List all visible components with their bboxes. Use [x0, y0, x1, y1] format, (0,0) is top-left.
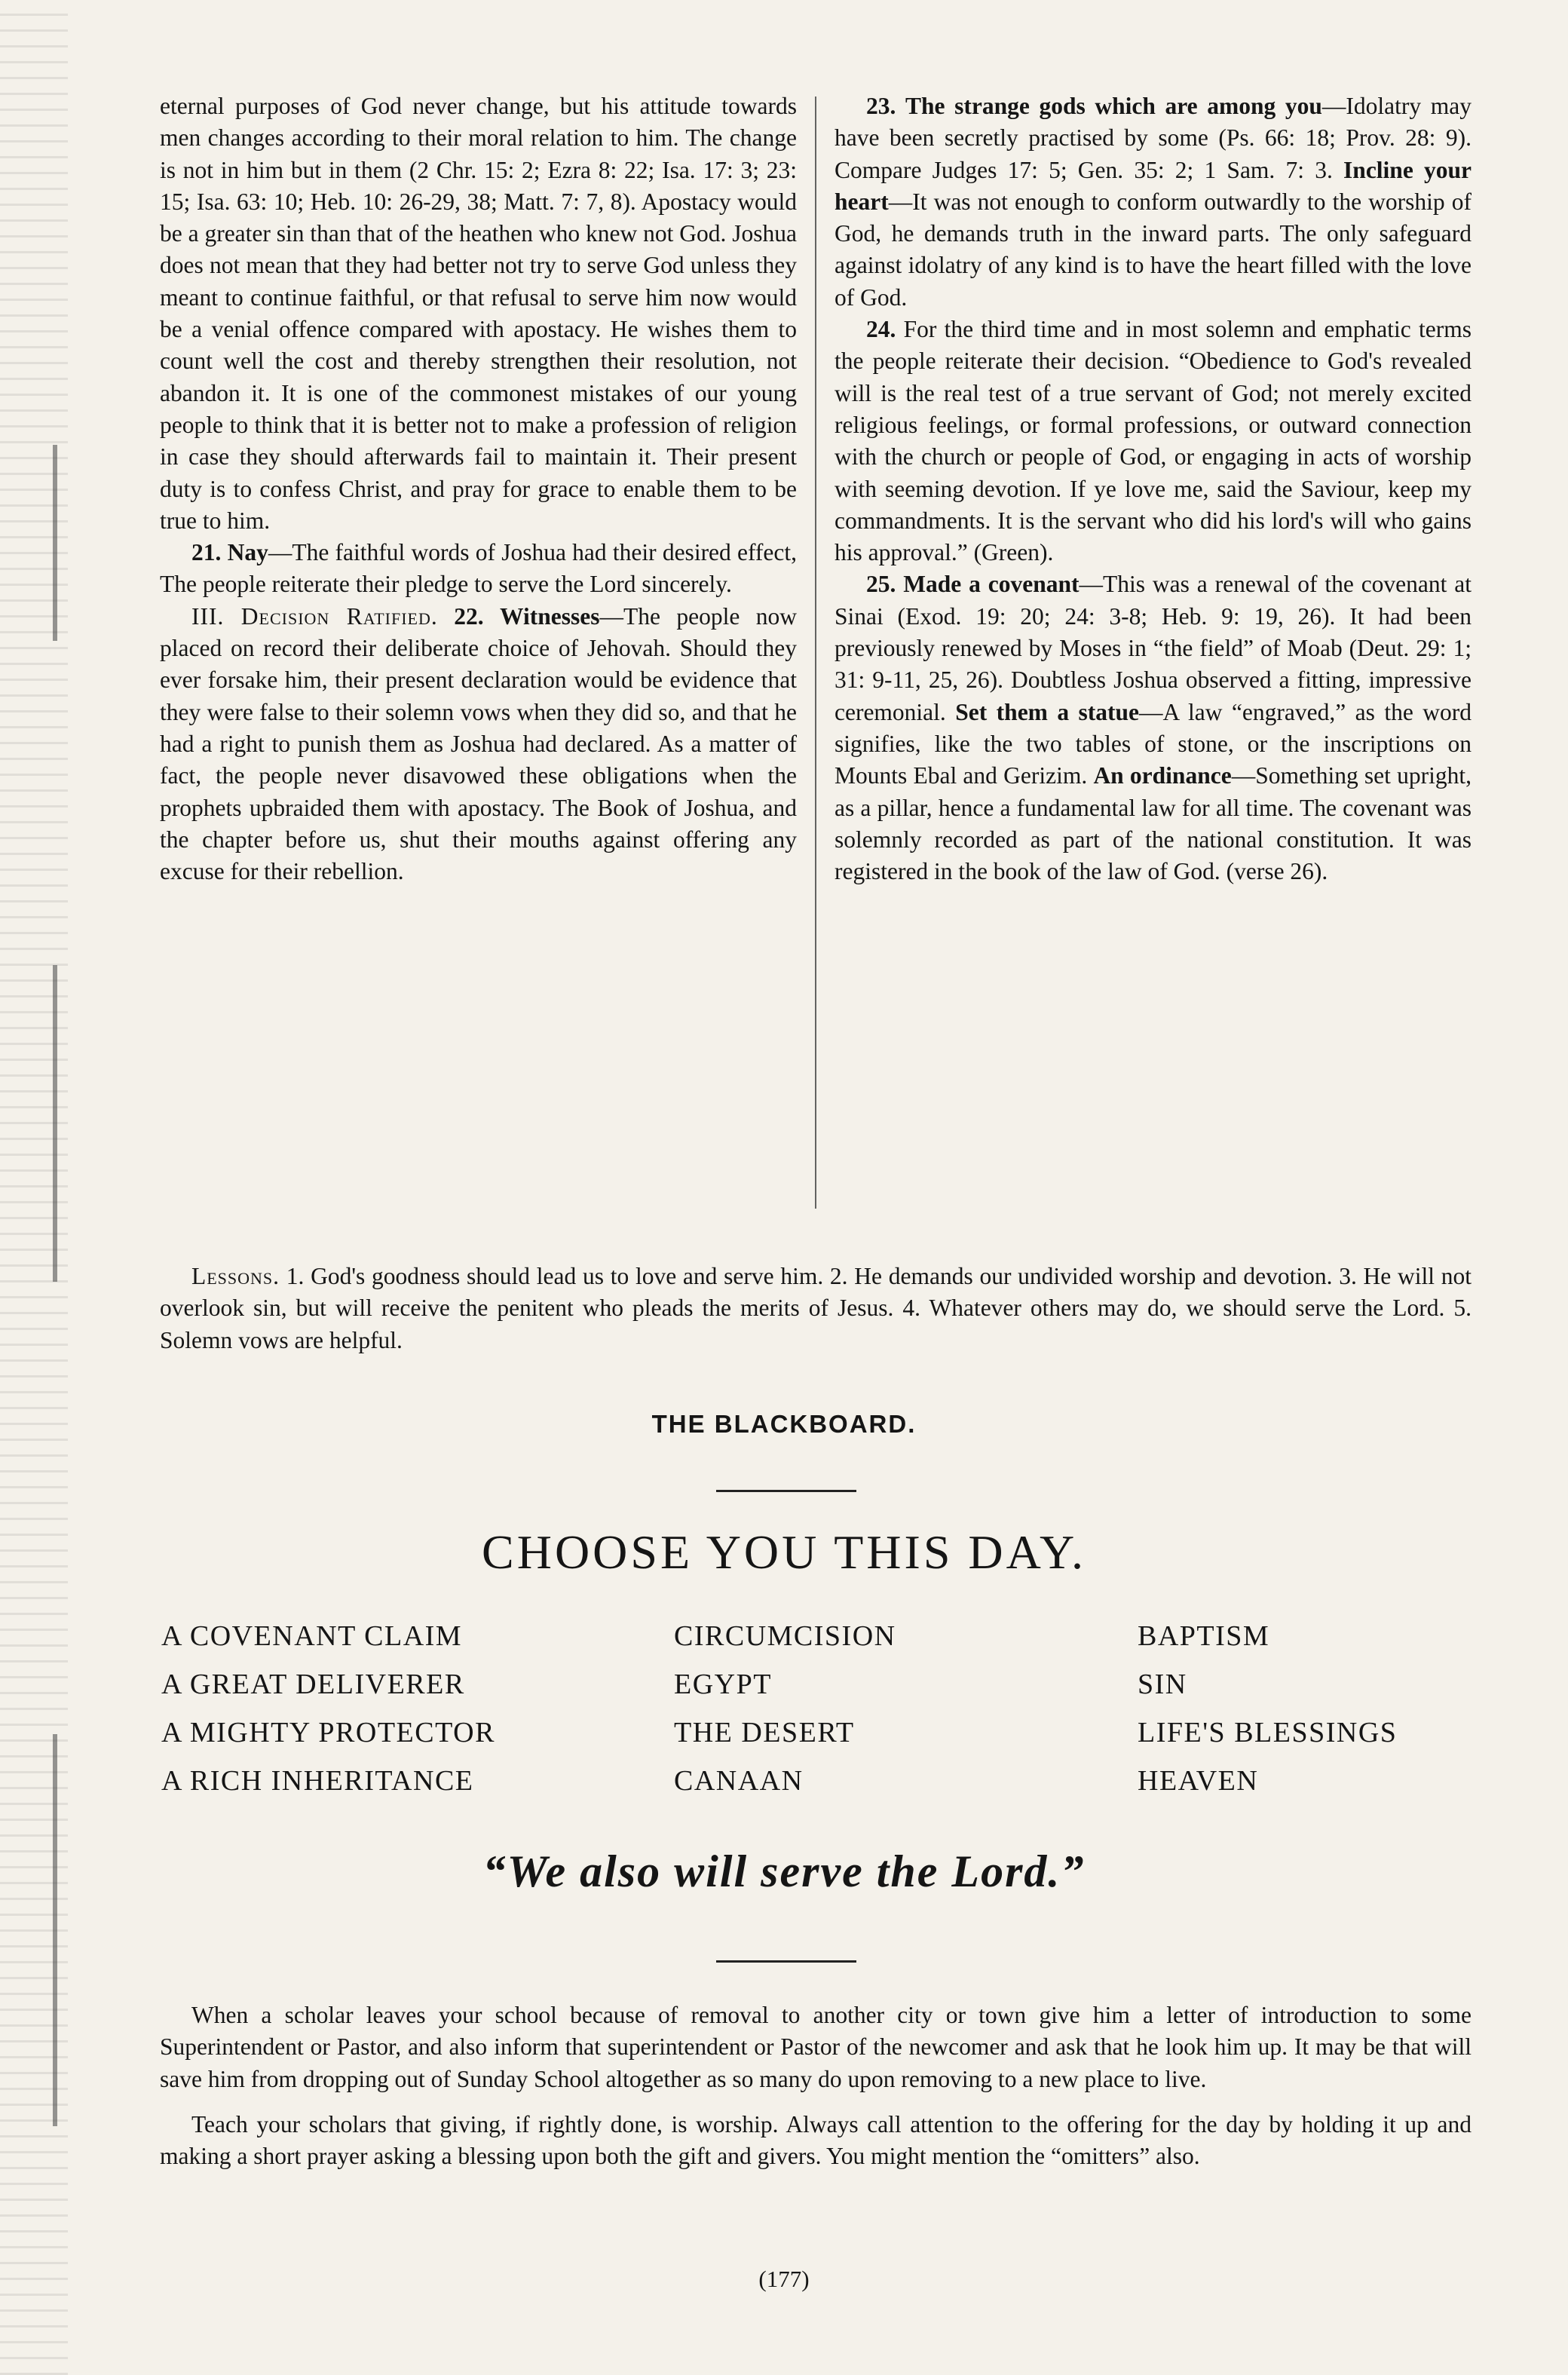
- blackboard-cell: CIRCUMCISION: [674, 1620, 896, 1652]
- blackboard-cell: A RICH INHERITANCE: [161, 1765, 474, 1797]
- paragraph-text: —This was a renewal of the covenant at Sinai (Exod. 19: 20; 24: 3-8; Heb. 9: 19, 26). It had been previously renewed by Moses in “the field” of Moab (Deut. 29: 1; 31: 9-11, 25, 26). Doubtless Joshua observed a fitting, impressive ceremonial.: [835, 571, 1472, 725]
- verse-heading: The strange gods which are among you: [905, 93, 1322, 119]
- horizontal-rule: [716, 1490, 856, 1492]
- paragraph-continuation: [160, 90, 797, 537]
- column-divider: [815, 97, 816, 1209]
- paragraph-text: —The people now placed on record their deliberate choice of Jehovah. Should they ever forsake him, their present declaration would be evidence that they were false to their solemn vows when they did so, and that he had a right to punish them as Joshua had declared. As a matter of fact, the people never disavowed these obligations when the prophets upbraided them with apostacy. The Book of Joshua, and the chapter before us, shut their mouths against offering any excuse for their rebellion.: [160, 602, 798, 885]
- blackboard-motto: “We also will serve the Lord.”: [482, 1846, 1086, 1896]
- blackboard-row: [161, 1620, 1473, 1668]
- blackboard-cell: A MIGHTY PROTECTOR: [161, 1717, 495, 1748]
- paragraph-text: eternal purposes of God never change, but his attitude towards men changes according to their moral relation to him. The change is not in him but in them (2 Chr. 15: 2; Ezra 8: 22; Isa. 17: 3; 23: 15; Isa. 63: 10; Heb. 10: 26-29, 38; Matt. 7: 7, 8). Apostacy would be a greater sin than that of the heathen who knew not God. Joshua does not mean that they had better not try to serve God unless they meant to continue faithful, or that refusal to serve him now would be a venial offence compared with apostacy. He wishes them to count well the cost and thereby strengthen their resolution, not abandon it. It is one of the commonest mistakes of our young people to think that it is better not to make a profession of religion in case they should afterwards fail to maintain it. Their present duty is to confess Christ, and pray for grace to enable them to be true to him.: [160, 93, 798, 534]
- verse-number: 25.: [866, 571, 896, 598]
- verse-number: 24.: [866, 316, 896, 343]
- blackboard-heading: THE BLACKBOARD.: [651, 1410, 917, 1438]
- blackboard-cell: THE DESERT: [674, 1717, 855, 1748]
- verse-number: 22.: [454, 602, 484, 630]
- scan-edge-mark: [53, 965, 57, 1282]
- paragraph-text: —It was not enough to conform outwardly to the worship of God, he demands truth in the inward parts. The only safeguard against idolatry of any kind is to have the heart filled with the love of God.: [835, 188, 1472, 311]
- teacher-notes: [160, 2000, 1472, 2186]
- lessons-label: Lessons.: [191, 1263, 280, 1289]
- verse-number: 23.: [866, 93, 896, 119]
- note-paragraph: When a scholar leaves your school because of removal to another city or town give him a letter of introduction to some Superintendent or Pastor, and also inform that superintendent or Pastor of the newcomer and ask that he look him up. It may be that will save him from dropping out of Sunday School altogether as so many do upon removing to a new place to live.: [160, 2002, 1472, 2092]
- scan-margin: [0, 0, 68, 2375]
- lessons-paragraph: [160, 1261, 1472, 1356]
- page-number: (177): [758, 2266, 810, 2292]
- paragraph-text: —Idolatry may have been secretly practised by some (Ps. 66: 18; Prov. 28: 9). Compare Judges 17: 5; Gen. 35: 2; 1 Sam. 7: 3.: [835, 93, 1472, 183]
- blackboard-row: [161, 1764, 1473, 1813]
- blackboard-cell: HEAVEN: [1138, 1765, 1259, 1797]
- paragraph-verse-21: [160, 537, 797, 601]
- blackboard-cell: A COVENANT CLAIM: [161, 1620, 463, 1652]
- paragraph-text: —Something set upright, as a pillar, hence a fundamental law for all time. The covenant was solemnly recorded as part of the national constitution. It was registered in the book of the law of God. (verse 26).: [835, 762, 1472, 885]
- two-column-text: [160, 90, 1472, 1209]
- paragraph-verse-22: [160, 601, 797, 888]
- paragraph-text: —The faithful words of Joshua had their desired effect, The people reiterate their pledge to serve the Lord sincerely.: [160, 539, 798, 598]
- verse-heading: Witnesses: [500, 602, 600, 630]
- scan-edge-mark: [53, 445, 57, 641]
- paragraph-verse-23: [835, 90, 1472, 314]
- scan-edge-mark: [53, 1734, 57, 2126]
- blackboard-cell: CANAAN: [674, 1765, 804, 1797]
- left-column: [160, 90, 797, 1209]
- paragraph-verse-25: [835, 568, 1472, 887]
- verse-number: 21.: [191, 539, 222, 566]
- note-paragraph: Teach your scholars that giving, if rightly done, is worship. Always call attention to the offering for the day by holding it up and making a short prayer asking a blessing upon both the gift and givers. You might mention the “omitters” also.: [160, 2110, 1472, 2170]
- paragraph-text: —A law “engraved,” as the word signifies, like the two tables of stone, or the inscriptions on Mounts Ebal and Gerizim.: [835, 698, 1472, 789]
- blackboard-grid: [161, 1620, 1473, 1813]
- blackboard-row: [161, 1668, 1473, 1716]
- blackboard-cell: EGYPT: [674, 1669, 772, 1700]
- blackboard-title: CHOOSE YOU THIS DAY.: [482, 1525, 1086, 1579]
- blackboard-cell: SIN: [1138, 1669, 1187, 1700]
- section-heading: III. Decision Ratified.: [191, 602, 438, 630]
- verse-heading: Incline your heart: [835, 156, 1472, 215]
- paragraph-verse-24: [835, 314, 1472, 568]
- verse-heading: An ordinance: [1093, 762, 1232, 789]
- lessons-text: 1. God's goodness should lead us to love and serve him. 2. He demands our undivided worship and devotion. 3. He will not overlook sin, but will receive the penitent who pleads the merits of Jesus. 4. Whatever others may do, we should serve the Lord. 5. Solemn vows are helpful.: [160, 1263, 1472, 1353]
- blackboard-row: [161, 1716, 1473, 1764]
- blackboard-cell: LIFE'S BLESSINGS: [1138, 1717, 1398, 1748]
- horizontal-rule: [716, 1960, 856, 1963]
- verse-heading: Made a covenant: [903, 571, 1080, 598]
- blackboard-cell: A GREAT DELIVERER: [161, 1669, 465, 1700]
- paragraph-text: For the third time and in most solemn and emphatic terms the people reiterate their decision. “Obedience to God's revealed will is the real test of a true servant of God; not merely excited religious feelings, or formal professions, or outward connection with the church or people of God, or engaging in acts of worship with seeming devotion. If ye love me, said the Saviour, keep my commandments. It is the servant who did his lord's will who gains his approval.” (Green).: [835, 316, 1472, 566]
- verse-heading: Set them a statue: [955, 698, 1140, 725]
- blackboard-cell: BAPTISM: [1138, 1620, 1270, 1652]
- verse-heading: Nay: [227, 539, 268, 566]
- right-column: [835, 90, 1472, 1209]
